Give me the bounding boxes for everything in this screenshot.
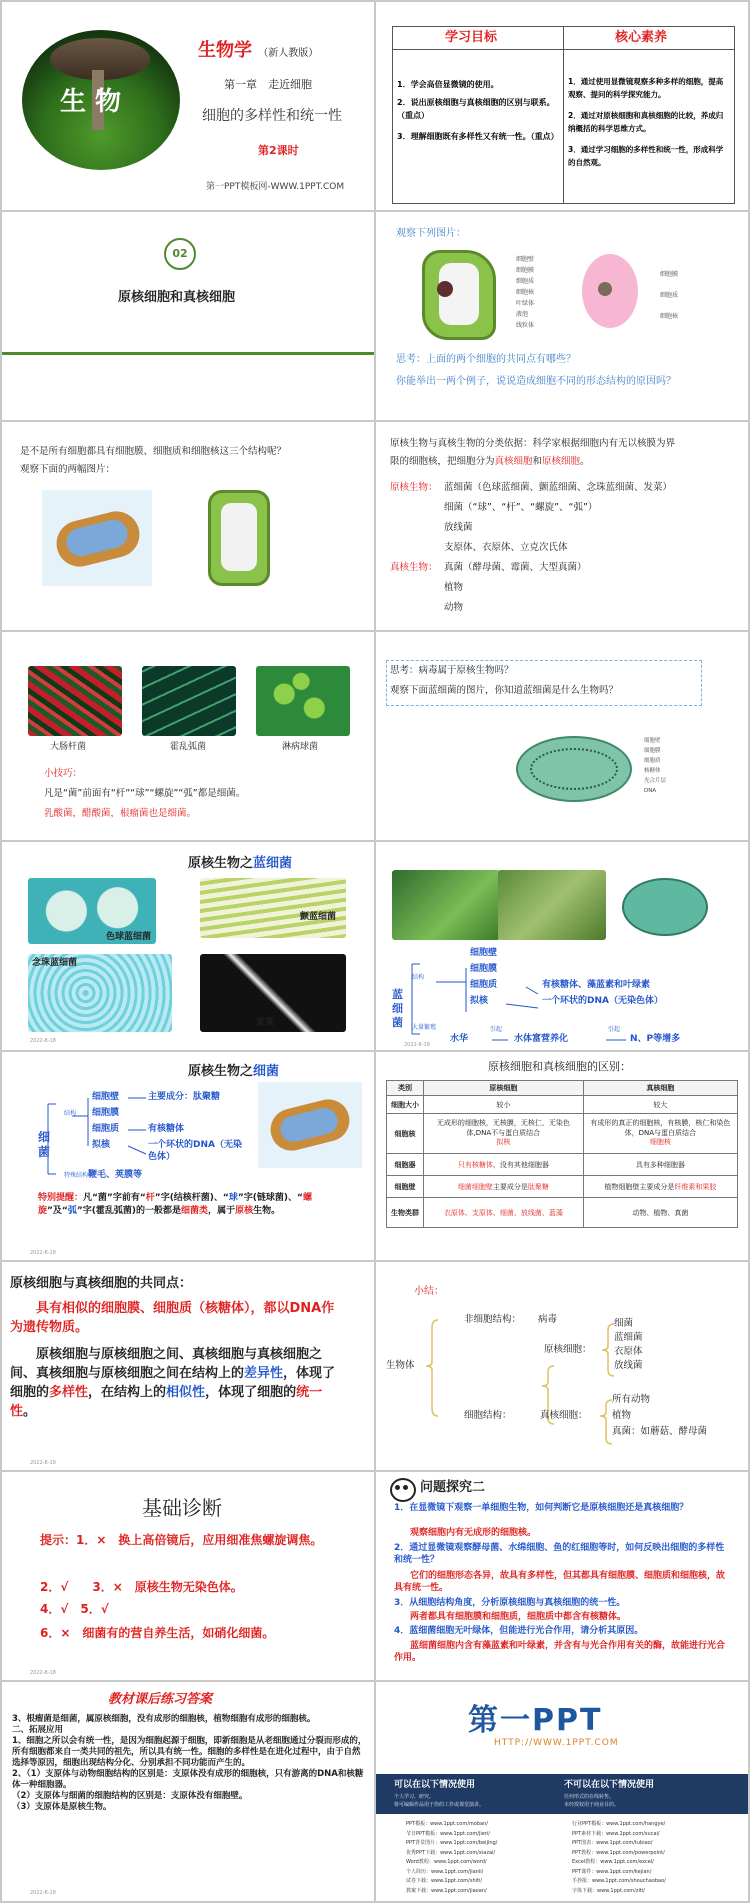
chapter: 第一章 走近细胞 <box>224 78 312 91</box>
arrow-label: 引起 <box>608 1026 621 1033</box>
slide-brand <box>376 1682 748 1901</box>
cell: 动物、植物、真菌 <box>583 1198 737 1228</box>
virus: 病毒 <box>538 1314 558 1325</box>
goals-col-divider <box>563 27 564 203</box>
goal-3: 3．理解细胞既有多样性又有统一性。（重点） <box>397 132 559 141</box>
slide-date: 2022-8-18 <box>30 1460 56 1466</box>
goal-2: 2．说出原核细胞与真核细胞的区别与联系。（重点） <box>397 98 555 120</box>
cell-text: ，没有其他细胞器 <box>492 1160 549 1169</box>
template-link[interactable]: Word教程：www.1ppt.com/word/ <box>406 1859 487 1865</box>
template-link[interactable]: 教案下载：www.1ppt.com/jiaoan/ <box>406 1887 487 1894</box>
note-term: 杆 <box>145 1193 155 1203</box>
note-text: 属于 <box>217 1206 236 1217</box>
para-term: 多样性 <box>49 1384 89 1400</box>
cell-text: 主要成分是 <box>492 1182 528 1191</box>
slide-heading: 问题探究二 <box>420 1480 486 1495</box>
prokaryote-example: 放线菌 <box>614 1360 643 1371</box>
cyanobacterium-diagram <box>516 736 632 802</box>
plant-label: 细胞质 <box>516 278 535 285</box>
brand-url: HTTP://WWW.1PPT.COM <box>494 1738 619 1748</box>
template-link[interactable]: 节日PPT模板：www.1ppt.com/jieri/ <box>406 1830 490 1837</box>
observe-prompt: 观察下列图片： <box>396 228 466 239</box>
prokaryote-label: 原核生物： <box>390 482 438 493</box>
template-link[interactable]: 手抄报：www.1ppt.com/shouchaobao/ <box>572 1878 666 1884</box>
section-title: 原核细胞和真核细胞 <box>118 290 236 305</box>
e-coli-image <box>28 666 122 736</box>
cyanobacterium-labels <box>644 736 666 796</box>
tip-title: 小技巧： <box>44 768 83 779</box>
para-text: ，在结构上的 <box>88 1384 167 1400</box>
heading-term: 细菌 <box>253 1064 280 1079</box>
intro-and: 和 <box>532 456 543 467</box>
water-bloom: 水华 <box>450 1034 469 1044</box>
virus-question: 思考：病毒属于原核生物吗？ <box>390 665 514 676</box>
structure-item: 细胞质 <box>470 980 498 990</box>
caption: 念珠蓝细菌 <box>32 958 78 968</box>
note-text: (链球菌)、“ <box>252 1193 303 1203</box>
common-features-text: 具有相似的细胞膜、细胞质（核糖体），都以DNA作为遗传物质。 <box>10 1301 335 1335</box>
template-link[interactable]: 优秀PPT下载：www.1ppt.com/xiazai/ <box>406 1849 496 1856</box>
slide-cyanobacteria-types <box>2 842 374 1050</box>
core-3: 3．通过学习细胞的多样性和统一性，形成科学的自然观。 <box>568 145 724 168</box>
table-row <box>387 1114 738 1154</box>
row-key: 细胞器 <box>387 1154 424 1176</box>
cell <box>583 1176 737 1198</box>
slide-bacteria-types <box>2 632 374 840</box>
animal-label: 细胞膜 <box>660 271 679 278</box>
algae-bloom-image <box>392 870 500 940</box>
note-text: ”字(结核杆菌)、“ <box>154 1193 229 1203</box>
slide-summary <box>376 1262 748 1470</box>
note-term: 细菌类 <box>181 1206 209 1217</box>
eukaryote-item: 动物 <box>444 602 464 613</box>
core-1: 1．通过使用显微镜观察多种多样的细胞，提高观察、提问的科学探究能力。 <box>568 77 724 100</box>
gonococcus-image <box>256 666 350 736</box>
goals-header-divider <box>393 49 734 50</box>
template-link[interactable]: 行业PPT模板：www.1ppt.com/hangye/ <box>572 1821 666 1827</box>
caption: 颤蓝细菌 <box>300 912 337 922</box>
row-key: 细胞壁 <box>387 1176 424 1198</box>
plant-label: 液泡 <box>516 311 529 318</box>
inquiry-q4: 4．蓝细菌细胞无叶绿体，但能进行光合作用，请分析其原因。 <box>394 1626 644 1636</box>
plant-cell-labels <box>516 254 534 331</box>
para-term: 相似性 <box>166 1384 206 1400</box>
table-header: 类别 <box>387 1081 424 1096</box>
template-link[interactable]: Excel教程：www.1ppt.com/excel/ <box>572 1859 654 1865</box>
structure-item: 细胞质 <box>92 1124 120 1134</box>
question: 是不是所有细胞都具有细胞膜、细胞质和细胞核这三个结构呢？ <box>20 446 287 457</box>
animal-label: 细胞质 <box>660 292 679 299</box>
slide-date: 2022-8-18 <box>30 1890 56 1896</box>
structure-item: 拟核 <box>92 1140 111 1150</box>
slide-basic-diagnosis <box>2 1472 374 1680</box>
plant-cell-diagram <box>422 250 496 340</box>
eukaryote-example: 所有动物 <box>612 1394 651 1405</box>
table-header: 真核细胞 <box>583 1081 737 1096</box>
inquiry-q1: 1．在显微镜下观察一单细胞生物，如何判断它是原核细胞还是真核细胞？ <box>394 1503 689 1513</box>
para-term: 差异性 <box>244 1365 284 1381</box>
cell <box>583 1114 737 1154</box>
slide-section <box>2 212 374 420</box>
links-left <box>406 1820 497 1896</box>
diversity-unity-text <box>10 1346 344 1421</box>
note-label: 特别提醒： <box>38 1193 84 1203</box>
can-use-title: 可以在以下情况使用 <box>394 1780 476 1790</box>
think-question-1: 思考：上面的两个细胞的共同点有哪些？ <box>396 354 576 365</box>
eukaryote-label: 真核生物： <box>390 562 438 573</box>
intro-end: 。 <box>580 456 590 467</box>
intro-text: 限的细胞核，把细胞分为 <box>390 456 495 467</box>
slide-date: 2022-8-18 <box>30 1038 56 1044</box>
answer-line: （3）支原体是原核生物。 <box>12 1802 112 1813</box>
template-link[interactable]: 个人简历：www.1ppt.com/jianli/ <box>406 1868 484 1875</box>
circular-dna: 一个环状的DNA（无染色体） <box>148 1140 242 1162</box>
observe-two: 观察下面的两幅图片： <box>20 464 116 475</box>
special-note <box>38 1192 348 1218</box>
para-text: ，体现了细胞的 <box>205 1384 297 1400</box>
cannot-use-item: 任何形式的在线转售。 <box>564 1794 615 1800</box>
core-2: 2．通过对原核细胞和真核细胞的比较，养成归纳概括的科学思维方式。 <box>568 111 724 134</box>
bacterium-diagram <box>258 1082 362 1168</box>
caption: 发菜 <box>256 1018 275 1028</box>
table-row <box>387 1096 738 1114</box>
slide-inquiry <box>376 1472 748 1680</box>
section-divider-line <box>2 352 374 355</box>
inquiry-a3: 两者都具有细胞膜和细胞质，细胞质中都含有核糖体。 <box>410 1612 627 1622</box>
structure-item: 细胞膜 <box>92 1108 120 1118</box>
slide-cyanobacteria-structure <box>376 842 748 1050</box>
prokaryote-item: 支原体、衣原体、立克次氏体 <box>444 542 568 553</box>
animal-cell-labels <box>660 264 678 327</box>
note-term: 螺旋 <box>38 1193 312 1217</box>
slide-heading: 教材课后练习答案 <box>108 1692 213 1707</box>
answer-line: 1、细胞之所以会有统一性，是因为细胞起源于细胞，即新细胞是从老细胞通过分裂而形成的，所有细胞都来自一类共同的祖先，所以具有统一性。细胞的多样性是在进化过程中，由于自然选择等原因，细胞出现结构分化、分别承担不同功能而产生的。 <box>12 1736 367 1769</box>
para-text: 原核细胞与原核细胞之间、真核细胞与真核细胞之间、真核细胞与原核细胞之间在结构上的 <box>10 1347 323 1381</box>
circular-dna: 一个环状的DNA（无染色体） <box>542 996 663 1006</box>
slide-date: 2022-8-18 <box>30 1250 56 1256</box>
links-area <box>376 1814 748 1901</box>
template-link[interactable]: PPT图表：www.1ppt.com/tubiao/ <box>572 1840 653 1846</box>
inquiry-q3: 3．从细胞结构角度，分析原核细胞与真核细胞的统一性。 <box>394 1598 626 1608</box>
slide-heading <box>188 1064 279 1080</box>
arrow-label: 引起 <box>490 1026 503 1033</box>
plant-label: 细胞壁 <box>516 256 535 263</box>
np-increase: N、P等增多 <box>630 1034 681 1044</box>
note-term: 球 <box>228 1193 238 1203</box>
heading-text: 原核生物之 <box>188 1064 254 1079</box>
structure-label: 结构 <box>64 1110 77 1117</box>
note-text: 凡“菌”字前有“ <box>83 1193 146 1203</box>
site-url: 第一PPT模板网-WWW.1PPT.COM <box>206 182 345 192</box>
special-structures: 鞭毛、荚膜等 <box>88 1170 143 1180</box>
cell-red: 细胞核 <box>649 1138 671 1147</box>
plant-label: 叶绿体 <box>516 300 535 307</box>
slide-heading: 基础诊断 <box>142 1496 222 1520</box>
cyanobacterium-cell-image <box>616 870 734 940</box>
lesson-title: 细胞的多样性和统一性 <box>202 108 342 124</box>
goals-table <box>392 26 735 204</box>
prokaryote-item: 蓝细菌（色球蓝细菌、颤蓝细菌、念珠蓝细菌、发菜） <box>444 482 673 493</box>
note-text: 生物。 <box>253 1206 281 1217</box>
template-link[interactable]: PPT背景图片：www.1ppt.com/beijing/ <box>406 1840 498 1846</box>
cyano-label: 细胞膜 <box>644 748 661 754</box>
tip-red-text: 乳酸菌，醋酸菌，根瘤菌也是细菌。 <box>44 808 197 819</box>
oscillatoria-image <box>200 878 346 938</box>
section-number-badge <box>164 238 196 270</box>
eukaryote-item: 真菌（酵母菌、霉菌、大型真菌） <box>444 562 587 573</box>
prokaryotic-cell-term: 原核细胞 <box>542 456 581 467</box>
think-question-2: 你能举出一两个例子，说说造成细胞不同的形态结构的原因吗？ <box>396 376 676 387</box>
prokaryote-item: 放线菌 <box>444 522 473 533</box>
prokaryotic-cell: 原核细胞： <box>544 1344 592 1355</box>
structure-item: 细胞膜 <box>470 964 498 974</box>
slide-comparison-table <box>376 1052 748 1260</box>
template-link[interactable]: PPT教程：www.1ppt.com/powerpoint/ <box>572 1849 665 1856</box>
prokaryote-example: 蓝细菌 <box>614 1332 643 1343</box>
slide-classification <box>376 422 748 630</box>
brand-logo: 第一PPT <box>468 1703 603 1738</box>
cannot-use-item: 未经授权用于商业目的。 <box>564 1802 620 1808</box>
answer-line: 3、根瘤菌是细菌，属原核细胞，没有成形的细胞核，植物细胞有成形的细胞核。 <box>12 1714 316 1724</box>
cell-text: 无成形的细胞核，无核膜，无核仁，无染色体,DNA不与蛋白质结合 <box>436 1119 570 1137</box>
cannot-use-title: 不可以在以下情况使用 <box>564 1780 655 1790</box>
slide-heading <box>188 856 292 872</box>
note-text: ”及“ <box>47 1206 68 1217</box>
intro-line-1: 原核生物与真核生物的分类依据：科学家根据细胞内有无以核膜为界 <box>390 438 676 449</box>
answers-body <box>12 1714 368 1813</box>
caption: 色球蓝细菌 <box>106 932 152 942</box>
structure-item: 细胞壁 <box>470 948 498 958</box>
prokaryote-item: 细菌（“球”、“杆”、“螺旋”、“弧”） <box>444 502 598 513</box>
bacterium-diagram <box>42 490 152 586</box>
answer-line: 二、拓展应用 <box>12 1725 64 1736</box>
wall-composition: 主要成分：肽聚糖 <box>148 1092 221 1102</box>
section-number: 02 <box>172 247 188 260</box>
plant-label: 细胞核 <box>516 289 535 296</box>
logo-text: 生 物 <box>60 87 122 117</box>
panda-icon <box>390 1478 416 1502</box>
intro-line-2 <box>390 456 590 468</box>
structure-label: 结构 <box>412 974 425 981</box>
answer-3: 4．√ 5．√ <box>40 1602 109 1616</box>
answer-4: 6．× 细菌有的营自养生活，如硝化细菌。 <box>40 1626 275 1640</box>
can-use-item: 个人学习、研究。 <box>394 1794 435 1800</box>
note-text: ”字 <box>237 1193 253 1203</box>
row-key: 细胞核 <box>387 1114 424 1154</box>
table-header: 原核细胞 <box>424 1081 584 1096</box>
summary-title: 小结： <box>414 1286 444 1297</box>
template-link[interactable]: 试卷下载：www.1ppt.com/shiti/ <box>406 1878 483 1884</box>
ribosome-pigments: 有核糖体、藻蓝素和叶绿素 <box>542 980 651 990</box>
subject-title <box>198 40 318 63</box>
template-link[interactable]: PPT课件：www.1ppt.com/kejian/ <box>572 1868 652 1875</box>
cell-red: 拟核 <box>496 1138 511 1147</box>
can-use-item: 将可编辑作品用于你的工作或课堂演讲。 <box>394 1802 485 1808</box>
slide-common-features <box>2 1262 374 1470</box>
heading-text: 原核生物之 <box>188 856 254 871</box>
summary-root: 生物体 <box>386 1360 415 1371</box>
slide-heading: 原核细胞与真核细胞的共同点： <box>10 1276 193 1291</box>
cyano-label: 光合片层 <box>644 778 667 784</box>
cell-red: 只有核糖体 <box>457 1160 493 1169</box>
answer-line: 2、（1）支原体与动物细胞结构的区别是：支原体没有成形的细胞核，只有游离的DNA和核糖体一种细胞器。 <box>12 1769 364 1791</box>
row-key: 生物类群 <box>387 1198 424 1228</box>
cell: 具有多种细胞器 <box>583 1154 737 1176</box>
animal-label: 细胞核 <box>660 313 679 320</box>
template-link[interactable]: PPT模板：www.1ppt.com/moban/ <box>406 1821 488 1827</box>
plant-label: 细胞膜 <box>516 267 535 274</box>
inquiry-a4: 蓝细菌细胞内含有藻蓝素和叶绿素，并含有与光合作用有关的酶，故能进行光合作用。 <box>394 1641 726 1664</box>
answer-1: 提示：1．× 换上高倍镜后，应用细准焦螺旋调焦。 <box>40 1533 323 1547</box>
cell <box>424 1176 584 1198</box>
cell-red: 纤维素和果胶 <box>674 1182 717 1191</box>
slide-cyanobacteria-question <box>376 632 748 840</box>
table-row <box>387 1176 738 1198</box>
caption: 霍乱弧菌 <box>170 742 207 752</box>
cell: 较小 <box>424 1096 584 1114</box>
slide-bacteria-structure <box>2 1052 374 1260</box>
goals-header: 学习目标 <box>445 30 498 45</box>
caption: 大肠杆菌 <box>50 742 87 752</box>
eukaryotic-cell-term: 真核细胞 <box>494 456 533 467</box>
cell <box>424 1114 584 1154</box>
cyano-label: 核糖体 <box>644 768 661 774</box>
slide-three-structures <box>2 422 374 630</box>
ribosome: 有核糖体 <box>148 1124 185 1134</box>
table-row <box>387 1198 738 1228</box>
eukaryote-item: 植物 <box>444 582 464 593</box>
vibrio-image <box>142 666 236 736</box>
slide-observe-cells <box>376 212 748 420</box>
caption: 淋病球菌 <box>282 742 319 752</box>
plant-label: 线粒体 <box>516 322 535 329</box>
note-term: 弧 <box>67 1206 77 1217</box>
cellular: 细胞结构： <box>464 1410 512 1421</box>
cell-text: 有成形的真正的细胞核，有核膜，核仁和染色体，DNA与蛋白质结合 <box>590 1119 731 1137</box>
cell-red: 细菌细胞壁 <box>457 1182 493 1191</box>
non-cellular: 非细胞结构： <box>464 1314 522 1325</box>
root-label: 蓝细菌 <box>392 988 403 1029</box>
summary-braces <box>376 1262 748 1470</box>
cell: 较大 <box>583 1096 737 1114</box>
root-label: 细菌 <box>38 1130 51 1159</box>
edition: （新人教版） <box>258 48 319 59</box>
eukaryote-example: 植物 <box>612 1410 632 1421</box>
eukaryote-example: 真菌：如蘑菇、酵母菌 <box>612 1426 708 1437</box>
plant-cell-diagram <box>208 490 270 586</box>
cell <box>424 1154 584 1176</box>
para-text: 。 <box>23 1403 37 1419</box>
core-header: 核心素养 <box>615 30 668 45</box>
eutrophication: 水体富营养化 <box>514 1034 569 1044</box>
template-link[interactable]: PPT素材下载：www.1ppt.com/sucai/ <box>572 1830 660 1837</box>
inquiry-a1: 观察细胞内有无成形的细胞核。 <box>410 1528 537 1538</box>
goal-1: 1．学会高倍显微镜的使用。 <box>397 80 499 89</box>
cell: 衣原体、支原体、细菌、放线菌、蓝藻 <box>424 1198 584 1228</box>
cyano-label: 细胞质 <box>644 758 661 764</box>
special-structure-label: 特殊结构 <box>64 1172 89 1179</box>
algae-hand-image <box>498 870 606 940</box>
note-text: ， <box>208 1206 218 1217</box>
slide-date: 2022-8-18 <box>404 1042 430 1048</box>
links-right <box>572 1820 666 1896</box>
slide-title <box>2 2 374 210</box>
prokaryote-example: 细菌 <box>614 1318 634 1329</box>
inquiry-q2: 2．通过显微镜观察酵母菌、水绵细胞、鱼的红细胞等时，如何反映出细胞的多样性和统一性？ <box>394 1543 725 1566</box>
table-row <box>387 1154 738 1176</box>
reproduce-label: 大量繁殖 <box>412 1024 437 1031</box>
slide-exercise-answers <box>2 1682 374 1901</box>
cyanobacteria-question: 观察下面蓝细菌的图片，你知道蓝细菌是什么生物吗？ <box>390 685 619 696</box>
para-term: 统一性 <box>10 1384 323 1419</box>
slide-date: 2022-8-18 <box>30 1670 56 1676</box>
cell-red: 肽聚糖 <box>527 1182 549 1191</box>
answer-2: 2．√ 3．× 原核生物无染色体。 <box>40 1580 243 1594</box>
cyano-label: DNA <box>644 788 657 794</box>
tip-text: 凡是“菌”前面有“杆”“球”“螺旋”“弧”都是细菌。 <box>44 788 246 799</box>
structure-item: 细胞壁 <box>92 1092 120 1102</box>
structure-item: 拟核 <box>470 996 489 1006</box>
mushroom-moss-image <box>22 30 180 170</box>
cyano-label: 细胞壁 <box>644 738 661 744</box>
period: 第2课时 <box>258 144 299 157</box>
note-term: 原核 <box>235 1206 254 1217</box>
slide-goals <box>376 2 748 210</box>
cell-text: 植物细胞壁主要成分是 <box>604 1182 675 1191</box>
eukaryotic-cell: 真核细胞： <box>540 1410 588 1421</box>
template-link[interactable]: 字体下载：www.1ppt.com/ziti/ <box>572 1887 645 1894</box>
answer-line: （2）支原体与细菌的细胞结构的区别是：支原体没有细胞壁。 <box>12 1791 248 1802</box>
table-title: 原核细胞和真核细胞的区别： <box>488 1060 631 1073</box>
inquiry-a2: 它们的细胞形态各异，故具有多样性，但其都具有细胞膜、细胞质和细胞核，故具有统一性。 <box>394 1571 726 1594</box>
subject-name: 生物学 <box>198 40 252 61</box>
note-text: ”字(霍乱弧菌)的一般都是 <box>76 1206 182 1217</box>
para-text: ，体现了细胞的 <box>10 1365 336 1400</box>
comparison-table <box>386 1080 738 1228</box>
row-key: 细胞大小 <box>387 1096 424 1114</box>
prokaryote-example: 衣原体 <box>614 1346 643 1357</box>
heading-term: 蓝细菌 <box>253 856 293 871</box>
animal-cell-diagram <box>582 254 638 328</box>
